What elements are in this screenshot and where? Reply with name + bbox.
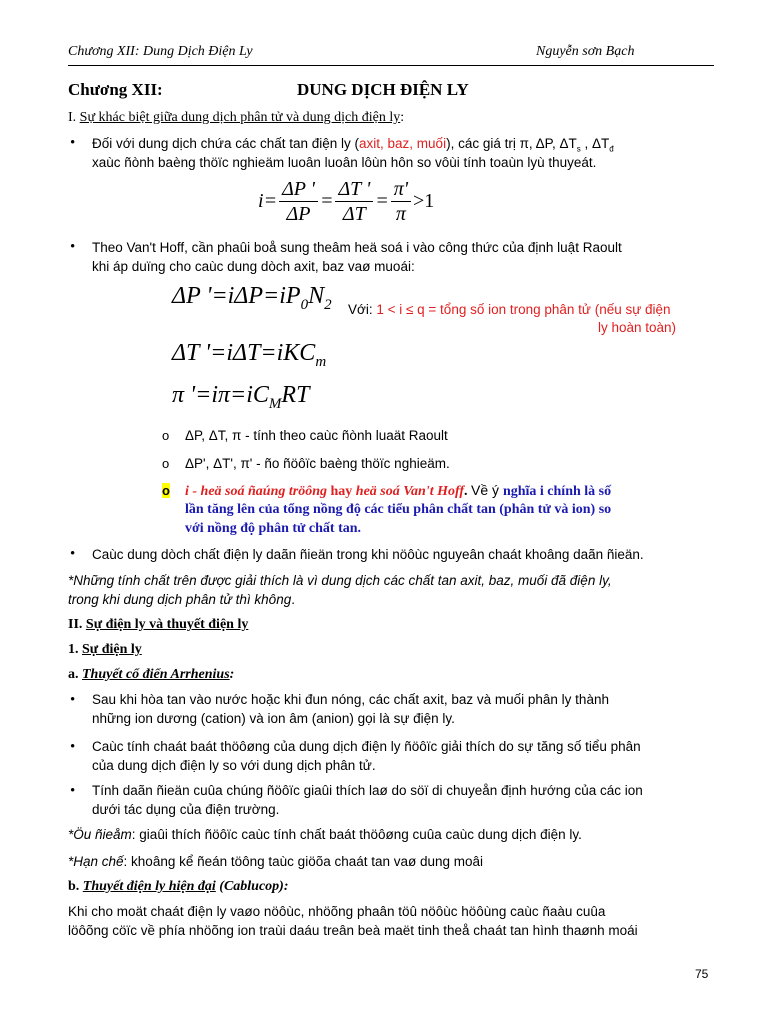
bullet-2-text-line2: khi áp duïng cho caùc dung dòch axit, baz vaø muoái: — [92, 259, 415, 274]
vant-hoff-ratio-equation: i = $\frac{\Delta P '}{\Delta P}$ = $\frac{\Delta T '}{\Delta T}$ = $\frac{\pi'}{\pi}$ >1 — [258, 178, 435, 225]
running-header-right: Nguyễn sơn Bạch — [536, 44, 635, 59]
arrhenius-bullet-3-line2: dưới tác dụng của điện trường. — [92, 802, 280, 817]
sub-bullet-3-line3: với nồng độ phân tử chất tan. — [185, 521, 362, 536]
chapter-label: Chương XII: — [68, 80, 163, 99]
bullet-icon: • — [70, 546, 76, 562]
bullet-1-text-line2: xaùc ñònh baèng thöïc nghieäm luoân luoân lôùn hôn so vôùi tính toaùn lyù thuyeát. — [92, 155, 597, 170]
arrhenius-bullet-2: Caùc tính chaát baát thöôøng của dung dịch điện ly ñöôïc giải thích do sự tăng số tiểu phân — [92, 739, 641, 754]
section-1-heading: I. Sự khác biệt giữa dung dịch phân tử và dung dịch điện ly: — [68, 110, 405, 125]
page-number: 75 — [695, 967, 709, 981]
with-condition: Với: 1 < i ≤ q = tổng số ion trong phân tử (nếu sự điện — [348, 302, 671, 317]
bullet-2-text: Theo Van't Hoff, cần phaûi boå sung theâm heä soá i vào công thức của định luật Raoult — [92, 240, 622, 255]
advantage-line: *Öu ñieåm: giaûi thích ñöôïc caùc tính chất baát thöôøng cuûa caùc dung dịch điện ly. — [68, 827, 582, 842]
arrhenius-bullet-1: Sau khi hòa tan vào nước hoặc khi đun nóng, các chất axit, baz và muối phân ly thành — [92, 692, 609, 707]
bullet-icon: • — [70, 239, 76, 255]
note-line1: *Những tính chất trên được giải thích là vì dung dịch các chất tan axit, baz, muối đã điện ly, — [68, 573, 612, 588]
subsection-b-heading: b. Thuyết điện ly hiện đại (Cablucop): — [68, 879, 289, 894]
circle-bullet-icon: o — [162, 428, 170, 443]
section-2-heading: II. Sự điện ly và thuyết điện ly — [68, 617, 249, 632]
bullet-1-text: Đối với dung dịch chứa các chất tan điện ly (axit, baz, muối), các giá trị π, ΔP, $\Delta T_s$ , $\Delta T_đ$ — [92, 136, 614, 154]
modern-theory-line1: Khi cho moät chaát điện ly vaøo nöôùc, nhöõng phaân töû nöôùc höôùng caùc ñaàu cuûa — [68, 904, 606, 919]
sub-bullet-3-line2: lần tăng lên của tổng nồng độ các tiểu phân chất tan (phân tử và ion) so — [185, 502, 612, 517]
sub-bullet-2: ΔP', ΔT', π' - ño ñöôïc baèng thöïc nghieäm. — [185, 456, 450, 471]
subsection-a-heading: a. Thuyết cổ điển Arrhenius: — [68, 667, 235, 682]
bullet-3-text: Caùc dung dòch chất điện ly daãn ñieän trong khi nöôùc nguyeân chaát khoâng daãn ñieän. — [92, 547, 644, 562]
formula-osmotic: π '$=i\pi=iC_MRT$ — [172, 382, 310, 412]
subsection-1-heading: 1. Sự điện ly — [68, 642, 142, 657]
arrhenius-bullet-3: Tính daãn ñieän cuûa chúng ñöôïc giaûi thích laø do söï di chuyeån định hướng của các ion — [92, 783, 643, 798]
arrhenius-bullet-1-line2: những ion dương (cation) và ion âm (anion) gọi là sự điện ly. — [92, 711, 455, 726]
header-rule — [68, 65, 714, 66]
circle-bullet-icon: o — [162, 456, 170, 471]
formula-pressure: ΔP '$=i\Delta P=iP_0N_2$ — [172, 283, 332, 313]
running-header-left: Chương XII: Dung Dịch Điện Ly — [68, 44, 253, 59]
arrhenius-bullet-2-line2: của dung dịch điện ly so với dung dịch phân tử. — [92, 758, 376, 773]
limitation-line: *Hạn chế: khoâng kể ñeán töông taùc giöõa chaát tan vaø dung moâi — [68, 854, 484, 869]
circle-bullet-icon: o — [162, 483, 170, 498]
modern-theory-line2: löôõng cöïc về phía nhöõng ion traùi daáu treân beà maët tinh theå chaát tan hình thaønh moái — [68, 923, 638, 938]
with-condition-line2: ly hoàn toàn) — [598, 320, 677, 335]
bullet-icon: • — [70, 692, 76, 708]
sub-bullet-1: ΔP, ΔT, π - tính theo caùc ñònh luaät Raoult — [185, 428, 448, 443]
chapter-title: DUNG DỊCH ĐIỆN LY — [297, 80, 469, 99]
sub-bullet-3: i - heä soá ñaúng tröông hay heä soá Van't Hoff. Về ý nghĩa i chính là số — [185, 482, 612, 499]
bullet-icon: • — [70, 739, 76, 755]
formula-temperature: ΔT '=iΔT=iKC$_m$ — [172, 340, 327, 370]
note-line2: trong khi dung dịch phân tử thì không. — [68, 592, 295, 607]
bullet-icon: • — [70, 135, 76, 151]
bullet-icon: • — [70, 783, 76, 799]
